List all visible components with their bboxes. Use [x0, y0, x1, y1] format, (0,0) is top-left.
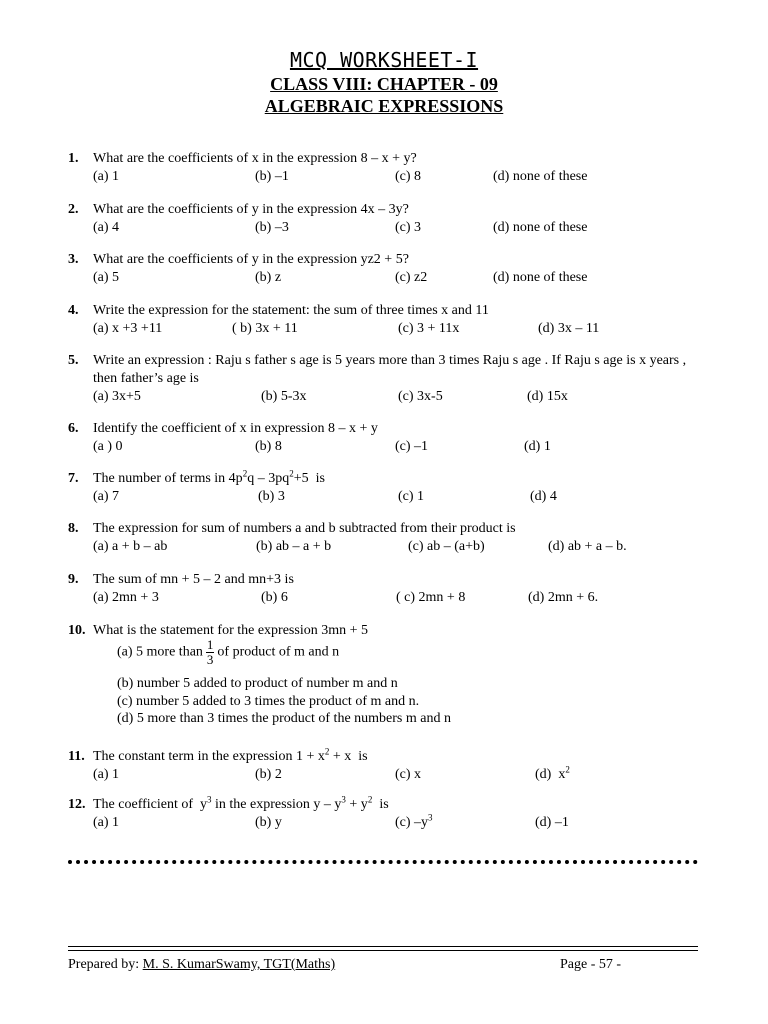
one-third-fraction [206, 638, 215, 667]
fraction-numerator: 1 [206, 637, 214, 652]
question-text: The expression for sum of numbers a and b subtracted from their product is [93, 521, 516, 536]
footer-rule-top [68, 946, 698, 947]
question-text: What are the coefficients of x in the expression 8 – x + y? [93, 151, 417, 166]
option-a: (a) 3x+5 [93, 389, 141, 404]
option-a [117, 638, 339, 667]
option-c: (c) 3 + 11x [398, 321, 460, 336]
option-b: (b) z [255, 270, 282, 285]
prepared-by-label: Prepared by: [68, 957, 140, 972]
option-d: (d) 15x [527, 389, 568, 404]
option-c: (c) z2 [395, 270, 428, 285]
option-a: (a) 4 [93, 220, 120, 235]
worksheet-title: MCQ WORKSHEET-I [289, 48, 479, 72]
option-c: (c) 3x-5 [398, 389, 443, 404]
footer-rule-bottom [68, 950, 698, 951]
question-number: 12. [68, 797, 86, 812]
question-4 [68, 302, 708, 338]
option-a: (a) a + b – ab [93, 539, 168, 554]
question-number: 3. [68, 252, 79, 267]
author-name: M. S. KumarSwamy, TGT(Maths) [142, 957, 336, 972]
question-number: 5. [68, 353, 79, 368]
option-d: (d) 3x – 11 [538, 321, 600, 336]
option-c: (c) –1 [395, 439, 429, 454]
option-c: (c) ab – (a+b) [408, 539, 485, 554]
option-b: (b) –3 [255, 220, 289, 235]
option-d: (d) 4 [530, 489, 557, 504]
class-chapter-heading: CLASS VIII: CHAPTER - 09 [270, 74, 498, 94]
option-a: (a ) 0 [93, 439, 123, 454]
question-text: Write an expression : Raju s father s age is 5 years more than 3 times Raju s age . If Raju s age is x years , then father’s age is [93, 353, 687, 386]
option-b: (b) 6 [261, 590, 288, 605]
option-a: (a) 1 [93, 169, 120, 184]
option-c: (c) 1 [398, 489, 425, 504]
fraction-denominator: 3 [206, 652, 214, 667]
question-text: What are the coefficients of y in the expression yz2 + 5? [93, 252, 409, 267]
option-a-suffix: of product of m and n [217, 644, 340, 660]
question-number: 7. [68, 471, 79, 486]
question-number: 4. [68, 303, 79, 318]
page-number: Page - 57 - [560, 957, 622, 972]
question-12 [68, 796, 708, 832]
question-9 [68, 571, 708, 607]
option-d: (d) none of these [493, 169, 588, 184]
subject-heading: ALGEBRAIC EXPRESSIONS [264, 96, 504, 116]
question-text: The number of terms in $4p^2q - 3pq^2+5$ is [93, 468, 325, 486]
question-text: Write the expression for the statement: the sum of three times x and 11 [93, 303, 489, 318]
option-b: (b) 3 [258, 489, 285, 504]
option-d: (d) 1 [524, 439, 551, 454]
option-c: (c) number 5 added to 3 times the product of m and n. [117, 694, 420, 709]
question-text: What is the statement for the expression 3mn + 5 [93, 623, 368, 638]
question-text: Identify the coefficient of x in expression 8 – x + y [93, 421, 378, 436]
question-7 [68, 470, 708, 506]
option-a: (a) 2mn + 3 [93, 590, 159, 605]
option-c: ( c) 2mn + 8 [396, 590, 466, 605]
option-b: (b) 5-3x [261, 389, 307, 404]
dotted-separator [68, 860, 698, 864]
question-11 [68, 748, 708, 784]
option-c: (c) x [395, 767, 422, 782]
question-6 [68, 420, 708, 456]
option-d: (d) 5 more than 3 times the product of the numbers m and n [117, 711, 451, 726]
question-number: 10. [68, 623, 86, 638]
option-d: (d) ab + a – b. [548, 539, 627, 554]
prepared-by [68, 957, 335, 973]
option-b: (b) ab – a + b [256, 539, 332, 554]
question-text: What are the coefficients of y in the expression 4x – 3y? [93, 202, 409, 217]
option-a: (a) 5 [93, 270, 120, 285]
question-number: 1. [68, 151, 79, 166]
question-5 [68, 352, 708, 406]
option-b: (b) 8 [255, 439, 282, 454]
question-number: 6. [68, 421, 79, 436]
option-d: (d) –1 [535, 815, 569, 830]
option-d: (d) 2mn + 6. [528, 590, 599, 605]
question-number: 9. [68, 572, 79, 587]
option-c: (c) 8 [395, 169, 422, 184]
question-text: The coefficient of $y^3$ in the expression $y - y^3 + y^2$ is [93, 794, 389, 812]
option-a-prefix: (a) 5 more than [117, 644, 203, 660]
option-a: (a) 1 [93, 815, 120, 830]
option-b: (b) y [255, 815, 282, 830]
option-a: (a) x +3 +11 [93, 321, 163, 336]
option-b: (b) –1 [255, 169, 289, 184]
option-b: (b) 2 [255, 767, 282, 782]
question-1 [68, 150, 708, 186]
option-c: (c) $-y^3$ [395, 812, 433, 830]
question-2 [68, 201, 708, 237]
question-text: The constant term in the expression $1 + x^2 + x$ is [93, 746, 368, 764]
question-number: 2. [68, 202, 79, 217]
option-d: (d) none of these [493, 270, 588, 285]
question-8 [68, 520, 708, 556]
question-number: 11. [68, 749, 85, 764]
question-number: 8. [68, 521, 79, 536]
option-d: (d) none of these [493, 220, 588, 235]
option-d: (d) $x^2$ [535, 764, 570, 782]
option-a: (a) 1 [93, 767, 120, 782]
option-c: (c) 3 [395, 220, 422, 235]
option-b: (b) number 5 added to product of number m and n [117, 676, 398, 691]
question-text: The sum of mn + 5 – 2 and mn+3 is [93, 572, 294, 587]
question-3 [68, 251, 708, 287]
option-b: ( b) 3x + 11 [232, 321, 298, 336]
option-a: (a) 7 [93, 489, 120, 504]
